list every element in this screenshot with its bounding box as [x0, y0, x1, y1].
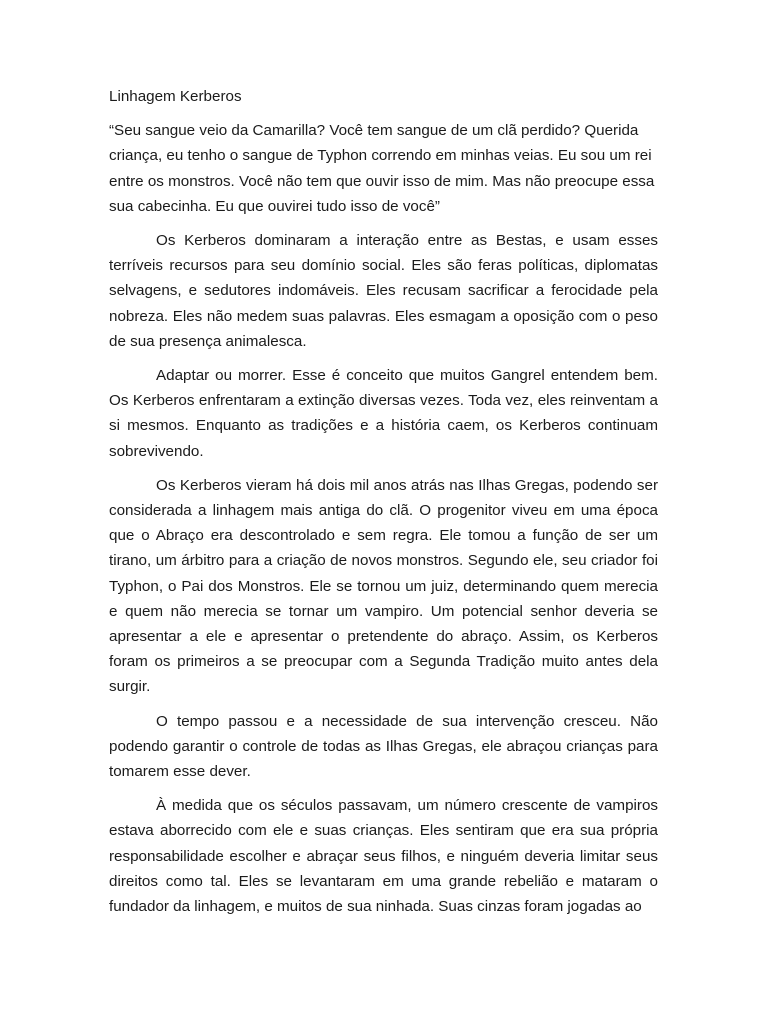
paragraph-5: À medida que os séculos passavam, um número crescente de vampiros estava aborrecido com ele e suas crianças. Eles sentiram que era sua própria responsabilidade escolher e abraçar seus filhos, e ninguém deveria limitar seus direitos como tal. Eles se levantaram em uma grande rebelião e mataram o fundador da linhagem, e muitos de sua ninhada. Suas cinzas foram jogadas ao [109, 797, 658, 916]
paragraph-3: Os Kerberos vieram há dois mil anos atrás nas Ilhas Gregas, podendo ser considerada a linhagem mais antiga do clã. O progenitor viveu em uma época que o Abraço era descontrolado e sem regra. Ele tomou a função de ser um tirano, um árbitro para a criação de novos monstros. Segundo ele, seu criador foi Typhon, o Pai dos Monstros. Ele se tornou um juiz, determinando quem merecia e quem não merecia se tornar um vampiro. Um potencial senhor deveria se apresentar a ele e apresentar o pretendente do abraço. Assim, os Kerberos foram os primeiros a se preocupar com a Segunda Tradição muito antes dela surgir. [109, 476, 658, 696]
epigraph-quote: “Seu sangue veio da Camarilla? Você tem sangue de um clã perdido? Querida criança, eu tenho o sangue de Typhon correndo em minhas veias. Eu sou um rei entre os monstros. Você não tem que ouvir isso de mim. Mas não preocupe essa sua cabecinha. Eu que ouvirei tudo isso de você” [109, 122, 655, 215]
paragraph-4: O tempo passou e a necessidade de sua intervenção cresceu. Não podendo garantir o controle de todas as Ilhas Gregas, ele abraçou crianças para tomarem esse dever. [109, 712, 658, 781]
paragraph-1: Os Kerberos dominaram a interação entre as Bestas, e usam esses terríveis recursos para seu domínio social. Eles são feras políticas, diplomatas selvagens, e sedutores indomáveis. Eles recusam sacrificar a ferocidade pela nobreza. Eles não medem suas palavras. Eles esmagam a oposição com o peso de sua presença animalesca. [109, 232, 658, 350]
document-body [109, 84, 658, 928]
paragraph-2: Adaptar ou morrer. Esse é conceito que muitos Gangrel entendem bem. Os Kerberos enfrentaram a extinção diversas vezes. Toda vez, eles reinventam a si mesmos. Enquanto as tradições e a história caem, os Kerberos continuam sobrevivendo. [109, 367, 658, 460]
document-title: Linhagem Kerberos [109, 88, 242, 105]
